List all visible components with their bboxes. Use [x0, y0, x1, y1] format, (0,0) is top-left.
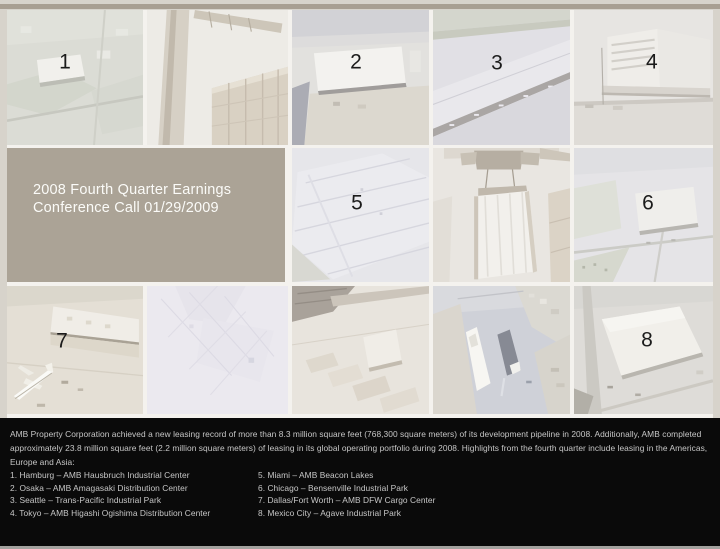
location-number-6: 6 — [642, 191, 654, 215]
photo-tile-cargo-netting — [147, 286, 288, 414]
photo-tile-seattle — [433, 10, 570, 145]
photo-tile-dallas-fort-worth — [7, 286, 143, 414]
slide-title-line1: 2008 Fourth Quarter Earnings — [33, 182, 232, 198]
title-block — [7, 148, 285, 282]
location-number-3: 3 — [491, 51, 503, 75]
location-number-1: 1 — [59, 50, 71, 74]
photo-tile-crane-sky — [147, 10, 288, 145]
top-accent-line — [0, 4, 720, 9]
footer-panel — [0, 418, 720, 546]
location-item-dallas: 7. Dallas/Fort Worth – AMB DFW Cargo Center — [258, 495, 436, 506]
location-number-5: 5 — [351, 191, 363, 215]
location-lists — [10, 469, 435, 520]
aerial-industrial-park-photo — [7, 10, 143, 145]
location-number-2: 2 — [350, 50, 362, 74]
distribution-building-street-photo — [574, 10, 713, 145]
container-lift-crane-photo — [433, 148, 570, 282]
aerial-dock-terminal-photo — [433, 10, 570, 145]
loading-dock-photo — [292, 286, 429, 414]
location-list-left — [10, 469, 258, 520]
location-list-right — [258, 469, 435, 520]
photo-tile-loading-dock — [292, 286, 429, 414]
location-number-8: 8 — [641, 328, 653, 352]
container-crane-sky-photo — [147, 10, 288, 145]
waterfront-distribution-center-photo — [292, 10, 429, 145]
photo-tile-mexico-city — [574, 286, 713, 414]
photo-tile-chicago — [574, 148, 713, 282]
warehouse-rooftops-photo — [292, 148, 429, 282]
location-item-chicago: 6. Chicago – Bensenville Industrial Park — [258, 482, 409, 493]
photo-tile-container-lift — [433, 148, 570, 282]
photo-tile-miami — [292, 148, 429, 282]
location-item-miami: 5. Miami – AMB Beacon Lakes — [258, 470, 374, 480]
photo-tile-hamburg — [7, 10, 143, 145]
location-number-4: 4 — [645, 50, 658, 74]
airport-cargo-facility-photo — [7, 286, 143, 414]
photo-tile-harbor — [433, 286, 570, 414]
slide-title-line2: Conference Call 01/29/2009 — [33, 199, 219, 216]
cargo-freight-netting-photo — [147, 286, 288, 414]
location-item-tokyo: 4. Tokyo – AMB Higashi Ogishima Distribution Center — [10, 508, 211, 519]
location-number-7: 7 — [56, 329, 68, 353]
harbor-ships-aerial-photo — [433, 286, 570, 414]
industrial-park-aerial-photo — [574, 148, 713, 282]
location-item-hamburg: 1. Hamburg – AMB Hausbruch Industrial Center — [10, 470, 190, 480]
location-item-mexico-city: 8. Mexico City – Agave Industrial Park — [258, 508, 401, 519]
location-item-osaka: 2. Osaka – AMB Amagasaki Distribution Center — [10, 482, 188, 493]
leasing-summary-paragraph: AMB Property Corporation achieved a new leasing record of more than 8.3 million square feet (768,300 square meters) of its development pipeline in 2008. Additionally, AMB completed approximately 23.8 million square feet (2.2 million square meters) of leasing in its global operating portfolio during 2008. Highlights from the fourth quarter include leasing in the Americas, Europe and Asia: — [10, 429, 708, 467]
photo-tile-tokyo — [574, 10, 713, 145]
photo-tile-osaka — [292, 10, 429, 145]
location-item-seattle: 3. Seattle – Trans-Pacific Industrial Park — [10, 495, 162, 506]
